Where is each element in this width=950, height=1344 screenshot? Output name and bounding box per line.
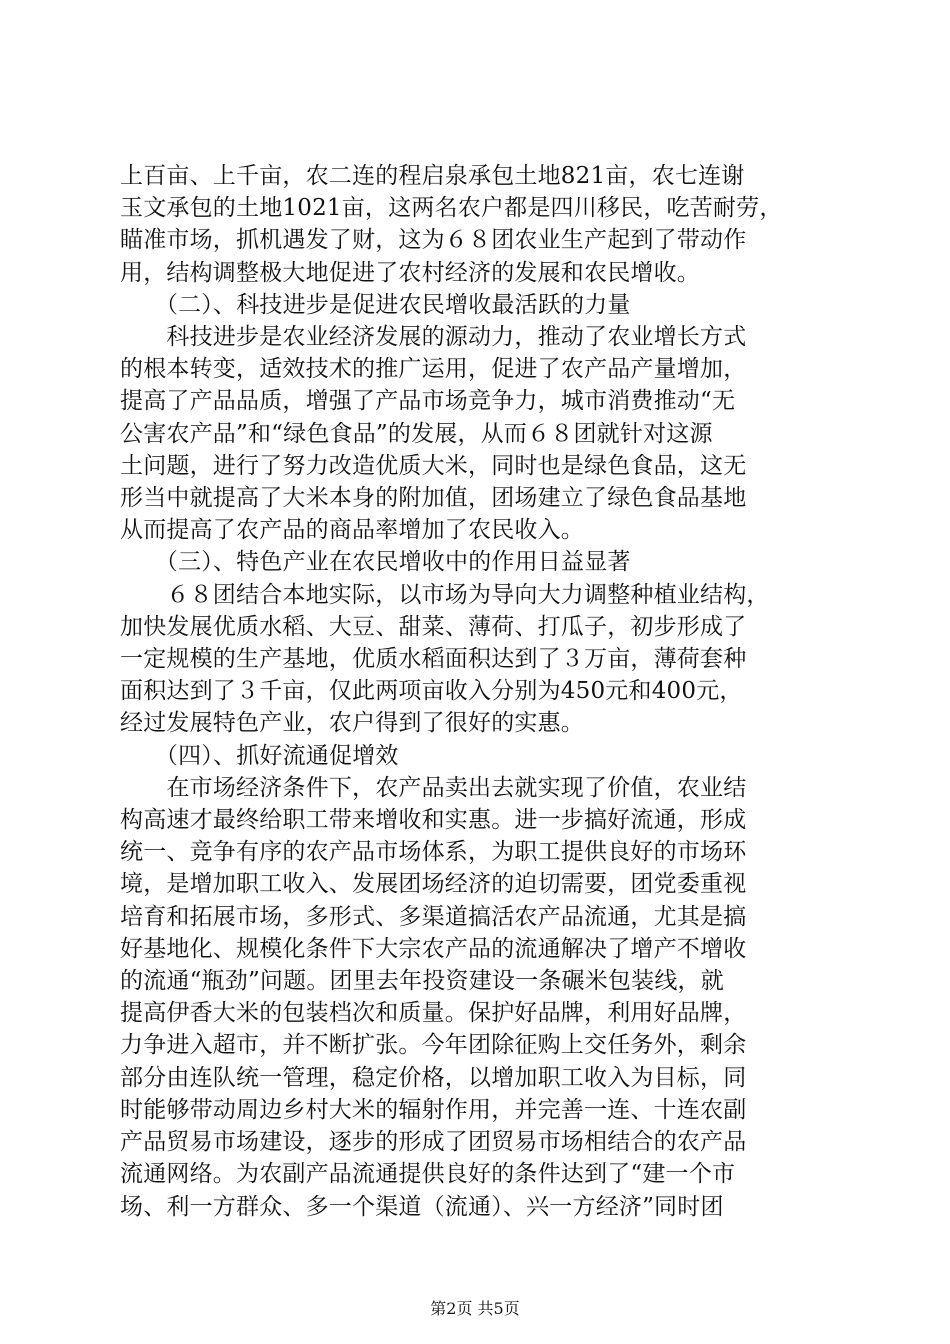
text-line: 产品贸易市场建设，逐步的形成了团贸易市场相结合的农产品 [120,1129,747,1156]
document-body [120,160,840,1223]
text-line: 力争进入超市，并不断扩张。今年团除征购上交任务外，剩余 [120,1032,747,1059]
text-line: 构高速才最终给职工带来增收和实惠。进一步搞好流通，形成 [120,807,747,834]
text-line: （三）、特色产业在农民增收中的作用日益显著 [120,549,631,576]
text-line: 场、利一方群众、多一个渠道（流通）、兴一方经济”同时团 [120,1193,724,1220]
text-line: 境，是增加职工收入、发展团场经济的迫切需要，团党委重视 [120,871,747,898]
text-line: 加快发展优质水稻、大豆、甜菜、薄荷、打瓜子，初步形成了 [120,613,747,640]
text-line: 土问题，进行了努力改造优质大米，同时也是绿色食品，这无 [120,452,747,479]
text-line: 瞄准市场，抓机遇发了财，这为６８团农业生产起到了带动作 [120,227,747,254]
text-line: 培育和拓展市场，多形式、多渠道搞活农产品流通，尤其是搞 [120,903,747,930]
page-footer: 第2页 共5页 [430,1299,520,1318]
text-line: 玉文承包的土地1021亩，这两名农户都是四川移民，吃苦耐劳， [120,195,783,222]
text-line: 的流通“瓶劲”问题。团里去年投资建设一条碾米包装线，就 [120,968,724,995]
text-line: 好基地化、规模化条件下大宗农产品的流通解决了增产不增收 [120,935,747,962]
text-line: 提高伊香大米的包装档次和质量。保护好品牌，利用好品牌， [120,1000,747,1027]
text-line: 部分由连队统一管理，稳定价格，以增加职工收入为目标，同 [120,1064,747,1091]
text-line: 公害农产品”和“绿色食品”的发展，从而６８团就针对这源 [120,420,713,447]
text-line: 面积达到了３千亩，仅此两项亩收入分别为450元和400元， [120,678,743,705]
text-line: 流通网络。为农副产品流通提供良好的条件达到了“建一个市 [120,1161,736,1188]
text-line: 用，结构调整极大地促进了农村经济的发展和农民增收。 [120,259,700,286]
text-line: 统一、竞争有序的农产品市场体系，为职工提供良好的市场环 [120,839,747,866]
text-line: 上百亩、上千亩，农二连的程启泉承包土地821亩，农七连谢 [120,163,745,189]
text-line: 时能够带动周边乡村大米的辐射作用，并完善一连、十连农副 [120,1096,747,1123]
text-line: （四）、抓好流通促增效 [120,742,399,769]
text-line: 一定规模的生产基地，优质水稻面积达到了３万亩，薄荷套种 [120,646,747,673]
text-line: 的根本转变，适效技术的推广运用，促进了农产品产量增加， [120,356,747,383]
text-line: 从而提高了农产品的商品率增加了农民收入。 [120,517,584,544]
text-line: 在市场经济条件下，农产品卖出去就实现了价值，农业结 [120,774,747,801]
text-line: ６８团结合本地实际，以市场为导向大力调整种植业结构， [120,581,770,608]
text-line: （二）、科技进步是促进农民增收最活跃的力量 [120,291,631,318]
text-line: 科技进步是农业经济发展的源动力，推动了农业增长方式 [120,324,747,351]
text-line: 形当中就提高了大米本身的附加值，团场建立了绿色食品基地 [120,485,747,512]
text-line: 经过发展特色产业，农户得到了很好的实惠。 [120,710,584,737]
text-line: 提高了产品品质，增强了产品市场竞争力，城市消费推动“无 [120,388,736,415]
